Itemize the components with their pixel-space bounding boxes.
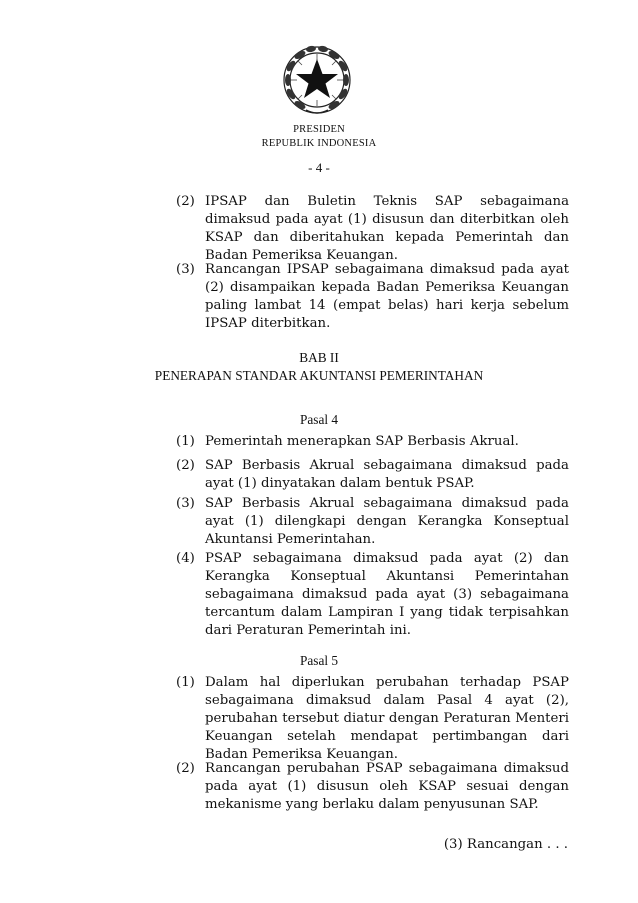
item-text: Rancangan IPSAP sebagaimana dimaksud pada ayat (2) disampaikan kepada Badan Pemeriksa Keuangan paling lambat 14 (empat belas) hari kerja sebelum IPSAP diterbitkan. — [205, 262, 569, 331]
list-item — [176, 674, 569, 764]
item-text: IPSAP dan Buletin Teknis SAP sebagaimana dimaksud pada ayat (1) disusun dan diterbitkan oleh KSAP dan diberitahukan kepada Pemerintah dan Badan Pemeriksa Keuangan. — [205, 194, 569, 263]
item-number: (1) — [176, 675, 195, 690]
chapter-title: PENERAPAN STANDAR AKUNTANSI PEMERINTAHAN — [154, 368, 484, 383]
item-number: (2) — [176, 761, 195, 776]
item-text: Pemerintah menerapkan SAP Berbasis Akrual. — [205, 434, 519, 449]
item-text: Rancangan perubahan PSAP sebagaimana dimaksud pada ayat (1) disusun oleh KSAP sesuai dengan mekanisme yang berlaku dalam penyusunan SAP. — [205, 761, 569, 812]
item-number: (4) — [176, 551, 195, 566]
list-item — [176, 261, 569, 333]
pasal-4-title: Pasal 4 — [299, 412, 339, 427]
list-item — [176, 495, 569, 549]
item-text: SAP Berbasis Akrual sebagaimana dimaksud pada ayat (1) dinyatakan dalam bentuk PSAP. — [205, 458, 569, 491]
item-number: (3) — [176, 496, 195, 511]
page-continuation: (3) Rancangan . . . — [443, 837, 568, 852]
garuda-star-emblem-icon — [276, 40, 358, 120]
item-text: SAP Berbasis Akrual sebagaimana dimaksud pada ayat (1) dilengkapi dengan Kerangka Konseptual Akuntansi Pemerintahan. — [205, 496, 569, 547]
list-item — [176, 760, 569, 814]
header-president: PRESIDEN — [293, 124, 345, 135]
item-number: (3) — [176, 262, 195, 277]
list-item — [176, 550, 569, 640]
list-item — [176, 193, 569, 265]
item-number: (2) — [176, 194, 195, 209]
item-number: (1) — [176, 434, 195, 449]
item-text: PSAP sebagaimana dimaksud pada ayat (2) dan Kerangka Konseptual Akuntansi Pemerintahan sebagaimana dimaksud pada ayat (3) sebagaimana tercantum dalam Lampiran I yang tidak terpisahkan dari Peraturan Pemerintah ini. — [205, 551, 569, 638]
pasal-5-title: Pasal 5 — [299, 653, 339, 668]
header-republic: REPUBLIK INDONESIA — [261, 138, 377, 149]
list-item — [176, 433, 569, 451]
page-number: - 4 - — [308, 160, 330, 175]
list-item — [176, 457, 569, 493]
item-number: (2) — [176, 458, 195, 473]
chapter-label: BAB II — [299, 350, 339, 365]
item-text: Dalam hal diperlukan perubahan terhadap PSAP sebagaimana dimaksud dalam Pasal 4 ayat (2), perubahan tersebut diatur dengan Peraturan Menteri Keuangan setelah mendapat pertimbangan dari Badan Pemeriksa Keuangan. — [205, 675, 569, 762]
